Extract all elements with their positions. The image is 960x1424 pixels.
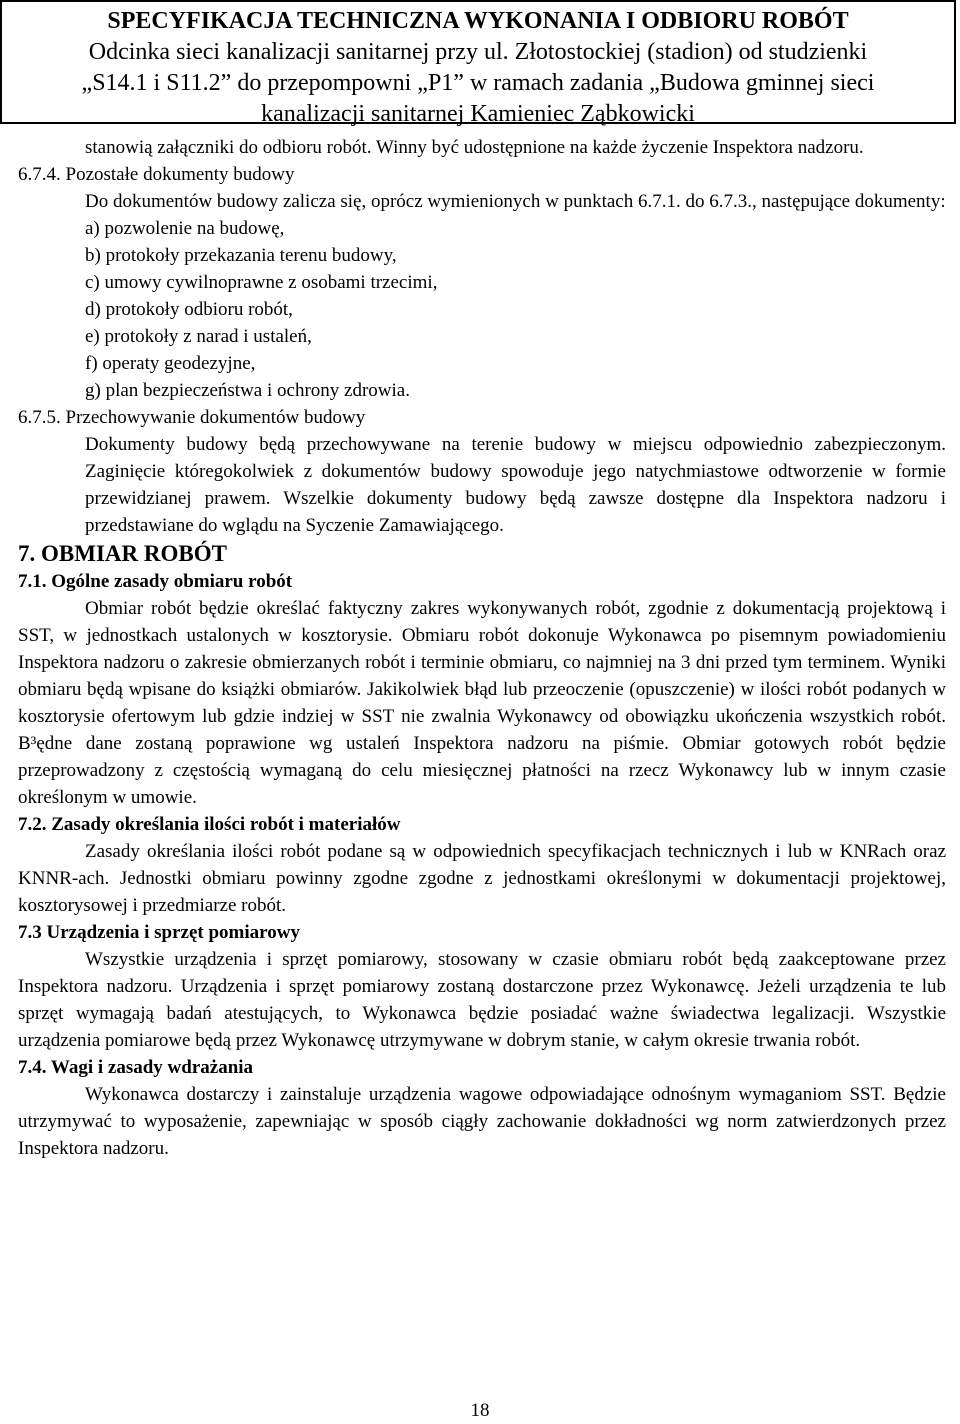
section-7-1-text: Obmiar robót będzie określać faktyczny zakres wykonywanych robót, zgodnie z dokumentacją projektową i SST, w jednostkach ustalonych w kosztorysie. Obmiaru robót dokonuje Wykonawca po pisemnym powiadomieniu Inspektora nadzoru o zakresie obmierzanych robót i terminie obmiaru, co najmniej na 3 dni przed tym terminem. Wyniki obmiaru będą wpisane do książki obmiarów. Jakikolwiek błąd lub przeoczenie (opuszczenie) w ilości robót podanych w kosztorysie ofertowym lub gdzie indziej w SST nie zwalnia Wykonawcy od obowiązku ukończenia wszystkich robót. B³ędne dane zostaną poprawione wg ustaleń Inspektora nadzoru na piśmie. Obmiar gotowych robót będzie przeprowadzony z częstością wymaganą do celu miesięcznej płatności na rzecz Wykonawcy lub w innym czasie określonym w umowie. (18, 598, 946, 808)
header-subtitle-line-2: „S14.1 i S11.2” do przepompowni „P1” w ramach zadania „Budowa gminnej sieci (81, 70, 875, 96)
list-item: b) protokoły przekazania terenu budowy, (85, 245, 397, 266)
header-title: SPECYFIKACJA TECHNICZNA WYKONANIA I ODBIORU ROBÓT (107, 8, 849, 34)
chapter-7-heading: 7. OBMIAR ROBÓT (18, 541, 227, 566)
section-7-4-heading: 7.4. Wagi i zasady wdrażania (18, 1057, 254, 1078)
section-7-3-heading: 7.3 Urządzenia i sprzęt pomiarowy (18, 922, 300, 943)
header-subtitle-line-1: Odcinka sieci kanalizacji sanitarnej przy ul. Złotostockiej (stadion) od studzienki (88, 39, 868, 65)
continuation-paragraph: stanowią załączniki do odbioru robót. Winny być udostępnione na każde życzenie Inspektora nadzoru. (85, 137, 864, 158)
section-7-4-text: Wykonawca dostarczy i zainstaluje urządzenia wagowe odpowiadające odnośnym wymaganiom SST. Będzie utrzymywać to wyposażenie, zapewniając w sposób ciągły zachowanie dokładności wg norm zatwierdzonych przez Inspektora nadzoru. (18, 1084, 946, 1159)
list-item: a) pozwolenie na budowę, (85, 218, 285, 239)
section-7-1-heading: 7.1. Ogólne zasady obmiaru robót (18, 571, 293, 592)
document-header (0, 0, 956, 127)
header-subtitle-line-3: kanalizacji sanitarnej Kamieniec Ząbkowicki (261, 101, 695, 127)
section-6-7-5-text: Dokumenty budowy będą przechowywane na terenie budowy w miejscu odpowiednio zabezpieczonym. Zaginięcie któregokolwiek z dokumentów budowy spowoduje jego natychmiastowe odtworzenie w formie przewidzianej prawem. Wszelkie dokumenty budowy będą zawsze dostępne dla Inspektora nadzoru i przedstawiane do wglądu na Syczenie Zamawiającego. (85, 434, 946, 536)
section-6-7-5-heading: 6.7.5. Przechowywanie dokumentów budowy (18, 407, 366, 428)
document-body (18, 134, 946, 1162)
documents-list (85, 215, 946, 404)
section-7-2-heading: 7.2. Zasady określania ilości robót i materiałów (18, 814, 401, 835)
list-item: c) umowy cywilnoprawne z osobami trzecimi, (85, 272, 438, 293)
list-item: f) operaty geodezyjne, (85, 353, 256, 374)
page-number: 18 (470, 1400, 490, 1421)
section-7-2-text: Zasady określania ilości robót podane są w odpowiednich specyfikacjach technicznych i lub w KNRach oraz KNNR-ach. Jednostki obmiaru powinny zgodne zgodne z jednostkami określonymi w dokumentacji projektowej, kosztorysowej i przedmiarze robót. (18, 841, 946, 916)
list-item: d) protokoły odbioru robót, (85, 299, 293, 320)
section-6-7-4-intro: Do dokumentów budowy zalicza się, oprócz wymienionych w punktach 6.7.1. do 6.7.3., następujące dokumenty: (85, 191, 946, 212)
list-item: g) plan bezpieczeństwa i ochrony zdrowia. (85, 380, 410, 401)
list-item: e) protokoły z narad i ustaleń, (85, 326, 312, 347)
section-6-7-4-heading: 6.7.4. Pozostałe dokumenty budowy (18, 164, 295, 185)
section-7-3-text: Wszystkie urządzenia i sprzęt pomiarowy, stosowany w czasie obmiaru robót będą zaakceptowane przez Inspektora nadzoru. Urządzenia i sprzęt pomiarowy zostaną dostarczone przez Wykonawcę. Jeżeli urządzenia te lub sprzęt wymagają badań atestujących, to Wykonawca będzie posiadać ważne świadectwa legalizacji. Wszystkie urządzenia pomiarowe będą przez Wykonawcę utrzymywane w dobrym stanie, w całym okresie trwania robót. (18, 949, 946, 1051)
